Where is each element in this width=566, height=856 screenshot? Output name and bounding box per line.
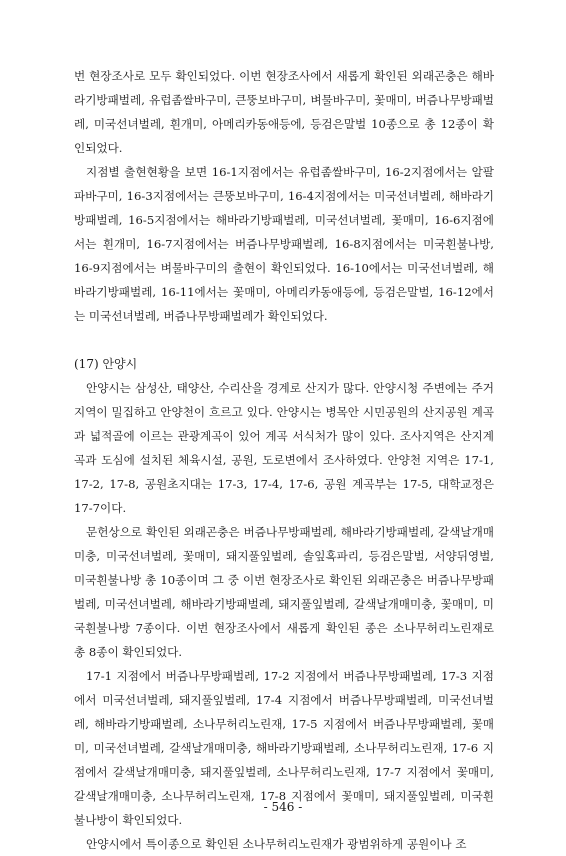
paragraph-site-records: 17-1 지점에서 버즘나무방패벌레, 17-2 지점에서 버즘나무방패벌레, 17-3 지점에서 미국선녀벌레, 돼지풀잎벌레, 17-4 지점에서 버즘나무방패벌레, 미국선녀벌레, 해바라기방패벌레, 소나무허리노린재, 17-5 지점에서 버즘나무방패벌레, 꽃매미, 미국선녀벌레, 갈색날개매미충, 해바라기방패벌레, 소나무허리노린재, 17-6 지점에서 갈색날개매미충, 돼지풀잎벌레, 소나무허리노린재, 17-7 지점에서 꽃매미, 갈색날개매미충, 소나무허리노린재, 17-8 지점에서 꽃매미, 돼지풀잎벌레, 미국흰불나방이 확인되었다. <box>74 669 494 827</box>
section-heading: (17) 안양시 <box>74 357 138 371</box>
paragraph-area-description: 안양시는 삼성산, 태양산, 수리산을 경계로 산지가 많다. 안양시청 주변에는 주거지역이 밀집하고 안양천이 흐르고 있다. 안양시는 병목안 시민공원의 산지공원 계곡과 넓적골에 이르는 관광계곡이 있어 계곡 서식처가 많이 있다. 조사지역은 산지계곡과 도심에 설치된 체육시설, 공원, 도로변에서 조사하였다. 안양천 지역은 17-1, 17-2, 17-8, 공원초지대는 17-3, 17-4, 17-6, 공원 계곡부는 17-5, 대학교정은 17-7이다. <box>74 381 494 515</box>
paragraph-literature-species: 문헌상으로 확인된 외래곤충은 버즘나무방패벌레, 해바라기방패벌레, 갈색날개매미충, 미국선녀벌레, 꽃매미, 돼지풀잎벌레, 솔잎혹파리, 등검은말벌, 서양뒤영벌, 미국흰불나방 총 10종이며 그 중 이번 현장조사로 확인된 외래곤충은 버즘나무방패벌레, 미국선녀벌레, 해바라기방패벌레, 돼지풀잎벌레, 갈색날개매미충, 꽃매미, 미국흰불나방 7종이다. 이번 현장조사에서 새롭게 확인된 종은 소나무허리노린재로 총 8종이 확인되었다. <box>74 525 494 659</box>
paragraph-site-occurrence: 지점별 출현현황을 보면 16-1지점에서는 유럽좀쌀바구미, 16-2지점에서는 알팔파바구미, 16-3지점에서는 큰뚱보바구미, 16-4지점에서는 미국선녀벌레, 해바라기방패벌레, 16-5지점에서는 해바라기방패벌레, 미국선녀벌레, 꽃매미, 16-6지점에서는 흰개미, 16-7지점에서는 버즘나무방패벌레, 16-8지점에서는 미국흰불나방, 16-9지점에서는 벼물바구미의 출현이 확인되었다. 16-10에서는 미국선녀벌레, 해바라기방패벌레, 16-11에서는 꽃매미, 아메리카동애등에, 등검은말벌, 16-12에서는 미국선녀벌레, 버즘나무방패벌레가 확인되었다. <box>74 165 494 323</box>
paragraph-special-species: 안양시에서 특이종으로 확인된 소나무허리노린재가 광범위하게 공원이나 조 <box>86 837 467 851</box>
body-text <box>74 64 494 856</box>
page-number: - 546 - <box>263 800 303 814</box>
paragraph-continued: 번 현장조사로 모두 확인되었다. 이번 현장조사에서 새롭게 확인된 외래곤충은 해바라기방패벌레, 유럽좀쌀바구미, 큰뚱보바구미, 벼물바구미, 꽃매미, 버즘나무방패벌레, 미국선녀벌레, 흰개미, 아메리카동애등에, 등검은말벌 10종으로 총 12종이 확인되었다. <box>74 69 494 155</box>
